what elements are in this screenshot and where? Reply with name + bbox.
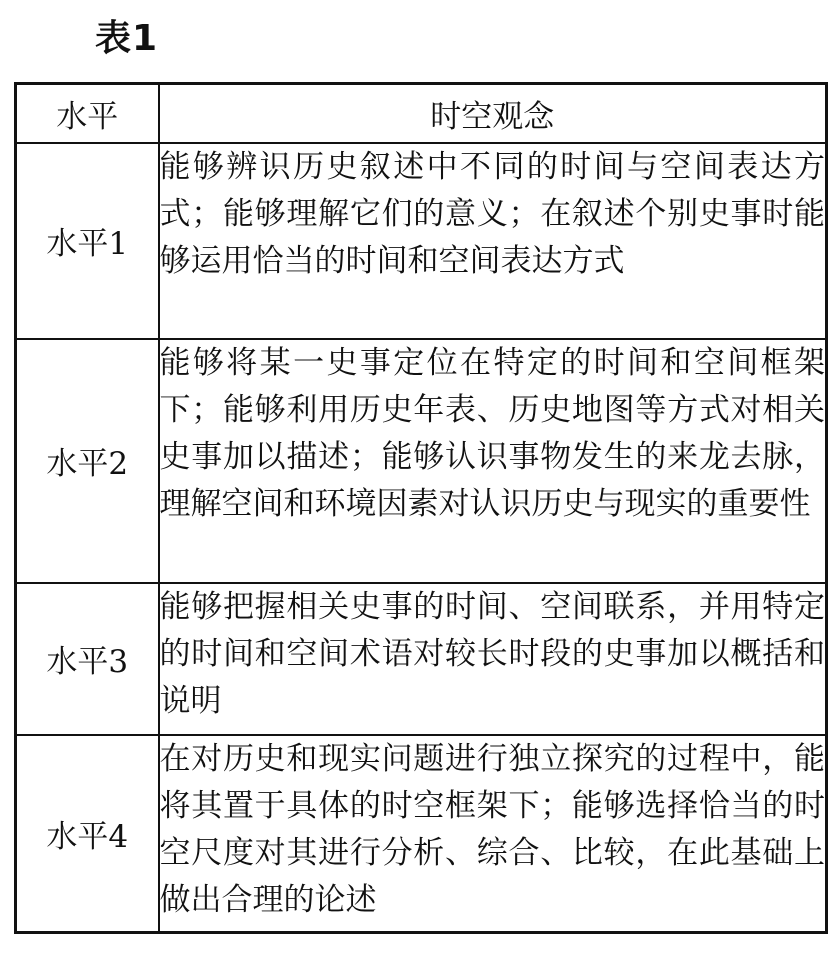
table-row: [16, 143, 827, 339]
level-cell: 水平3: [16, 583, 159, 735]
table-row: [16, 735, 827, 933]
header-level: 水平: [16, 84, 159, 143]
level-cell: 水平4: [16, 735, 159, 933]
table-caption: 表1: [95, 18, 159, 59]
header-spacetime-concept: 时空观念: [159, 84, 827, 143]
table-header-row: [16, 84, 827, 143]
description-cell: 能够辨识历史叙述中不同的时间与空间表达方式；能够理解它们的意义；在叙述个别史事时能够运用恰当的时间和空间表达方式: [159, 143, 827, 339]
description-cell: 能够将某一史事定位在特定的时间和空间框架下；能够利用历史年表、历史地图等方式对相关史事加以描述；能够认识事物发生的来龙去脉，理解空间和环境因素对认识历史与现实的重要性: [159, 339, 827, 583]
level-cell: 水平1: [16, 143, 159, 339]
competency-levels-table: [14, 82, 828, 934]
table-row: [16, 339, 827, 583]
table-row: [16, 583, 827, 735]
level-cell: 水平2: [16, 339, 159, 583]
description-cell: 在对历史和现实问题进行独立探究的过程中，能将其置于具体的时空框架下；能够选择恰当的时空尺度对其进行分析、综合、比较，在此基础上做出合理的论述: [159, 735, 827, 933]
description-cell: 能够把握相关史事的时间、空间联系，并用特定的时间和空间术语对较长时段的史事加以概括和说明: [159, 583, 827, 735]
